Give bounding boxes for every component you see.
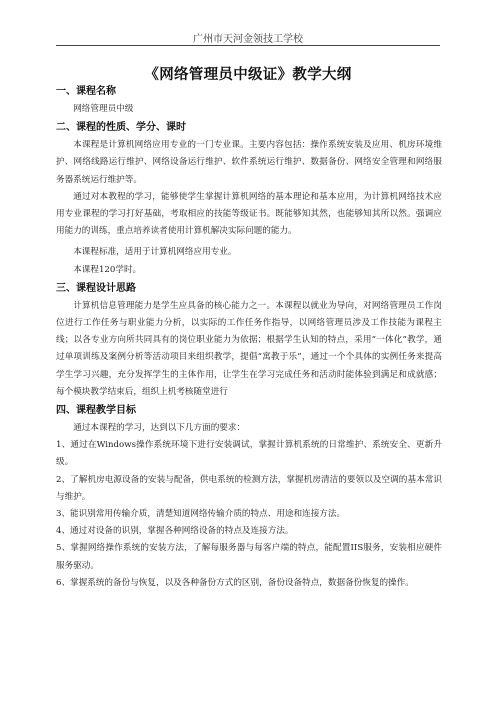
- paragraph: 网络管理员中级: [73, 104, 134, 114]
- list-item: 6、掌握系统的备份与恢复，以及各种备份方式的区别，备份设备特点，数据备份恢复的操作。: [56, 577, 414, 588]
- list-item: 1、通过在Windows操作系统环境下进行安装调试，掌握计算机系统的日常维护、系统安全、更新升级。: [56, 440, 442, 468]
- header-divider: [56, 45, 440, 46]
- page-header: 广州市天河金领技工学校: [193, 34, 303, 45]
- section-heading-teaching-goals: 四、课程教学目标: [56, 405, 136, 417]
- paragraph: 本课程标准，适用于计算机网络应用专业。: [73, 247, 237, 258]
- list-item: 4、通过对设备的识别，掌握各种网络设备的特点及连接方法。: [56, 526, 294, 537]
- list-item: 2、了解机房电源设备的安装与配备，供电系统的检测方法，掌握机房清洁的要领以及空调的基本常识与维护。: [56, 474, 442, 502]
- section-heading-course-nature: 二、课程的性质、学分、课时: [56, 122, 186, 134]
- paragraph: 通过本课程的学习，达到以下几方面的要求：: [73, 423, 246, 434]
- list-item: 3、能识别常用传输介质，清楚知道网络传输介质的特点、用途和连接方法。: [56, 509, 346, 520]
- document-body: [56, 82, 442, 592]
- goals-list: [56, 437, 442, 592]
- list-item: 5、掌握网络操作系统的安装方法，了解每服务器与每客户端的特点，能配置IIS服务，安装相应硬件服务驱动。: [56, 543, 442, 571]
- paragraph: 计算机信息管理能力是学生应具备的核心能力之一。本课程以就业为导向，对网络管理员工作岗位进行工作任务与职业能力分析，以实际的工作任务作指导，以网络管理员涉及工作技能为课程主线；以各专业方向所共同具有的岗位职业能力为依据；根据学生认知的特点，采用“一体化”教学，通过单项训练及案例分析等活动项目来组织教学，提倡“寓教于乐”，通过一个个具体的实例任务来提高学生学习兴趣，充分发挥学生的主体作用，让学生在学习完成任务和活动时能体验到满足和成就感；每个模块教学结束后，组织上机考核随堂进行: [56, 300, 442, 397]
- document-title: 《网络管理员中级证》教学大纲: [144, 66, 352, 83]
- paragraph: 通过对本教程的学习，能够使学生掌握计算机网络的基本理论和基本应用，为计算机网络技术应用专业课程的学习打好基础，考取相应的技能等级证书。既能够知其然，也能够知其所以然。强调应用能力的训练，重点培养读者使用计算机解决实际问题的能力。: [56, 191, 442, 237]
- section-heading-design-ideas: 三、课程设计思路: [56, 282, 136, 294]
- paragraph: 本课程120学时。: [73, 264, 142, 275]
- paragraph: 本课程是计算机网络应用专业的一门专业课。主要内容包括：操作系统安装及应用、机房环境维护、网络线路运行维护、网络设备运行维护、软件系统运行维护、数据备份、网络安全管理和网络服务器系统运行维护等。: [56, 140, 442, 185]
- section-heading-course-name: 一、课程名称: [56, 86, 116, 97]
